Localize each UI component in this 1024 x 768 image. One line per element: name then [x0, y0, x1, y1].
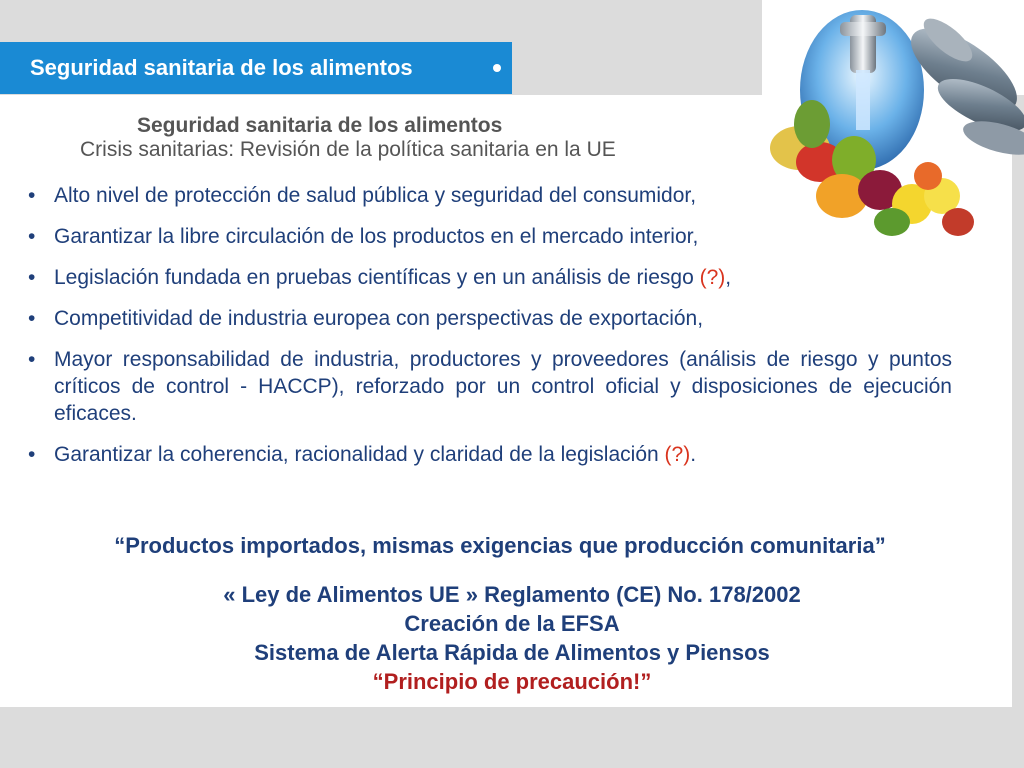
bullet-item [28, 182, 952, 209]
slide-title-bar [0, 42, 512, 94]
footer-regulation: « Ley de Alimentos UE » Reglamento (CE) No. 178/2002 [223, 582, 801, 607]
bullet-item [28, 305, 952, 332]
highlight-quote: “Productos importados, mismas exigencias que producción comunitaria” [114, 533, 886, 558]
bullet-item [28, 223, 952, 250]
bullet-text: Alto nivel de protección de salud pública y seguridad del consumidor, [54, 184, 697, 207]
bullet-tail: . [690, 443, 697, 466]
bullet-text: Competitividad de industria europea con perspectivas de exportación, [54, 307, 704, 330]
title-dot-icon [493, 64, 501, 72]
bullet-tail: , [725, 266, 732, 289]
bullet-text: Garantizar la coherencia, racionalidad y claridad de la legislación [54, 443, 665, 466]
bullet-list [28, 182, 952, 482]
bullet-text: Legislación fundada en pruebas científicas y en un análisis de riesgo [54, 266, 700, 289]
footer-alert-system: Sistema de Alerta Rápida de Alimentos y Piensos [254, 640, 770, 665]
bullet-item [28, 441, 952, 468]
footer-block [0, 580, 1024, 696]
bullet-text: Garantizar la libre circulación de los productos en el mercado interior, [54, 225, 699, 248]
question-mark-note: (?) [699, 266, 726, 289]
bullet-text: Mayor responsabilidad de industria, productores y proveedores (análisis de riesgo y puntos críticos de control - HACCP), reforzado por un control oficial y disposiciones de ejecución eficaces. [54, 348, 952, 425]
footer-efsa: Creación de la EFSA [404, 611, 620, 636]
slide-subheading: Crisis sanitarias: Revisión de la política sanitaria en la UE [80, 138, 616, 161]
bullet-item [28, 346, 952, 427]
bullet-item [28, 264, 952, 291]
slide-title: Seguridad sanitaria de los alimentos [30, 55, 413, 80]
slide-subtitle: Seguridad sanitaria de los alimentos [137, 114, 503, 137]
footer-precaution: “Principio de precaución!” [372, 669, 652, 694]
question-mark-note: (?) [664, 443, 691, 466]
